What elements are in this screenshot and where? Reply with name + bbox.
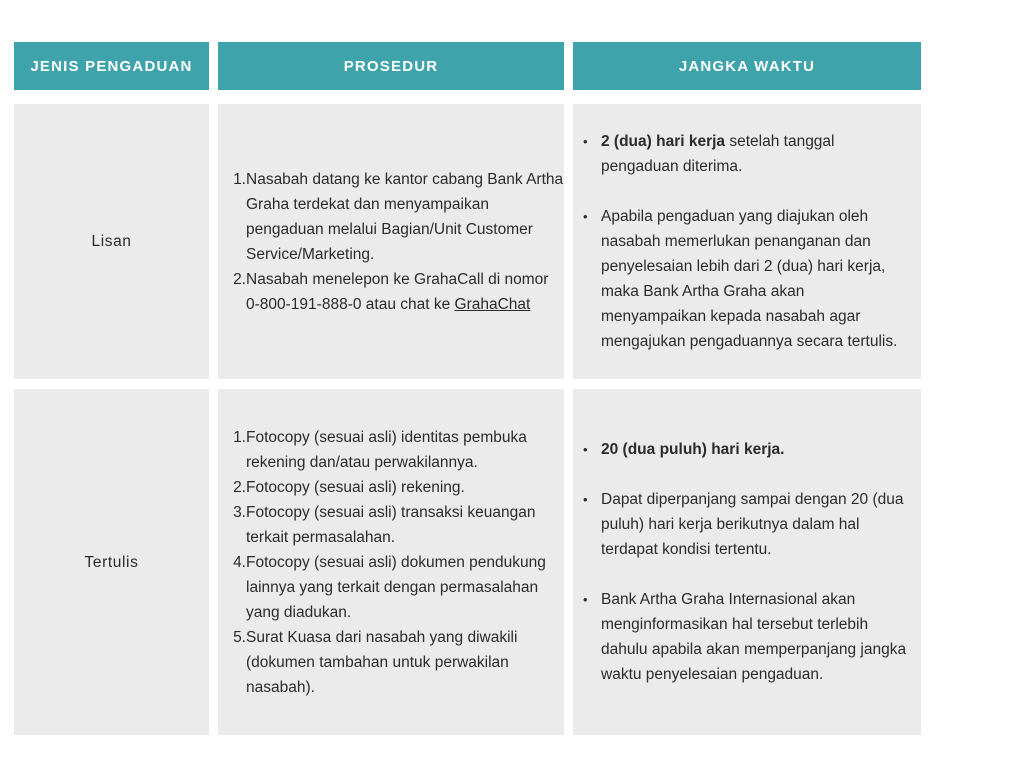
procedure-cell [218,389,564,735]
timeframe-item [583,129,913,179]
bullet-icon: • [583,134,588,149]
complaint-type-label: Lisan [91,233,132,250]
procedure-list [232,167,564,317]
procedure-text: Fotocopy (sesuai asli) transaksi keuangan terkait permasalahan. [246,503,536,546]
complaint-type-cell [14,389,209,735]
timeframe-item [583,587,913,687]
timeframe-text: Apabila pengaduan yang diajukan oleh nasabah memerlukan penanganan dan penyelesaian lebih dari 2 (dua) hari kerja, maka Bank Artha Graha akan menyampaikan kepada nasabah agar mengajukan pengaduannya secara tertulis. [601,208,898,350]
bullet-icon: • [583,209,588,224]
procedure-item [232,475,564,500]
procedure-text: Fotocopy (sesuai asli) dokumen pendukung lainnya yang terkait dengan permasalahan yang diadukan. [246,553,546,621]
timeframe-item [583,487,913,562]
complaint-type-cell [14,104,209,379]
timeframe-item [583,437,913,462]
procedure-item [232,167,564,267]
procedure-text: Surat Kuasa dari nasabah yang diwakili (dokumen tambahan untuk perwakilan nasabah). [246,628,518,696]
procedure-number: 1. [233,170,246,188]
bullet-icon: • [583,492,588,507]
timeframe-text-wrapper [601,129,913,179]
procedure-text-wrapper [246,267,564,317]
timeframe-list [583,129,913,354]
grahachat-link[interactable]: GrahaChat [454,295,531,313]
procedure-item [232,425,564,475]
timeframe-cell [573,389,921,735]
complaint-type-label: Tertulis [84,553,139,571]
timeframe-text: setelah tanggal pengaduan diterima. [601,133,835,175]
procedure-item [232,267,564,317]
procedure-number: 5. [233,628,246,646]
procedure-number: 4. [233,553,246,571]
procedure-text: Nasabah menelepon ke GrahaCall di nomor 0-800-191-888-0 atau chat ke [246,270,549,313]
header-prosedur: PROSEDUR [218,42,564,90]
timeframe-text: Dapat diperpanjang sampai dengan 20 (dua puluh) hari kerja berikutnya dalam hal terdapat kondisi tertentu. [601,491,904,558]
timeframe-text: Bank Artha Graha Internasional akan menginformasikan hal tersebut terlebih dahulu apabila akan memperpanjang jangka waktu penyelesaian pengaduan. [601,591,907,683]
timeframe-item [583,204,913,354]
procedure-number: 3. [233,503,246,521]
procedure-number: 1. [233,428,246,446]
timeframe-bold-text: 2 (dua) hari kerja [601,133,726,150]
procedure-text: Nasabah datang ke kantor cabang Bank Artha Graha terdekat dan menyampaikan pengaduan melalui Bagian/Unit Customer Service/Marketing. [246,170,564,263]
procedure-text: Fotocopy (sesuai asli) identitas pembuka rekening dan/atau perwakilannya. [246,428,527,471]
procedure-item [232,625,564,700]
timeframe-bold-text: 20 (dua puluh) hari kerja. [601,441,785,458]
procedure-item [232,500,564,550]
header-jenis-pengaduan: JENIS PENGADUAN [14,42,209,90]
procedure-number: 2. [233,270,246,288]
procedure-number: 2. [233,478,246,496]
procedure-text: Fotocopy (sesuai asli) rekening. [246,478,465,496]
bullet-icon: • [583,442,588,457]
procedure-list [232,425,564,700]
procedure-cell [218,104,564,379]
timeframe-cell [573,104,921,379]
timeframe-list [583,437,913,687]
bullet-icon: • [583,592,588,607]
procedure-item [232,550,564,625]
header-jangka-waktu: JANGKA WAKTU [573,42,921,90]
